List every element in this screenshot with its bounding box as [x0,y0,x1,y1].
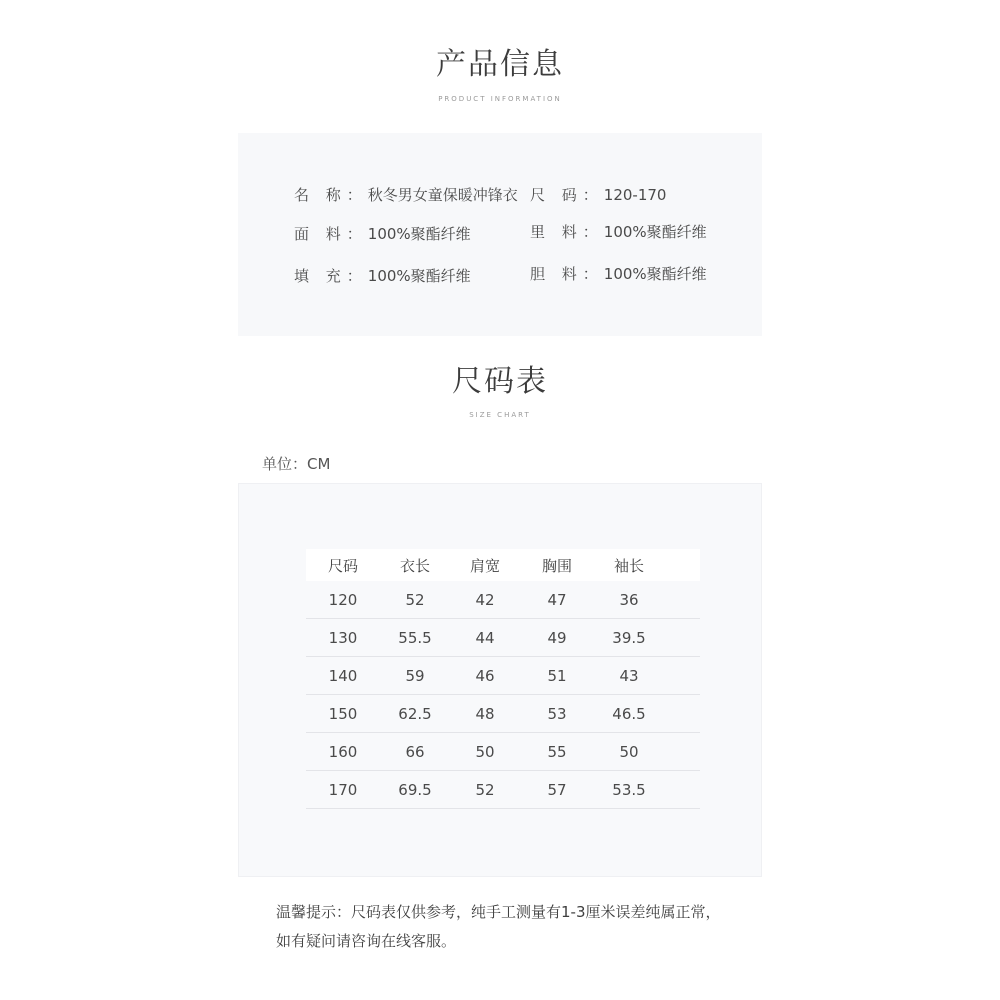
info-value: 100%聚酯纤维 [603,223,707,241]
info-label: 胆 料： [530,265,604,283]
table-cell: 52 [450,771,520,809]
info-value: 100%聚酯纤维 [367,267,471,285]
table-row [306,619,700,657]
table-cell: 49 [520,619,594,657]
info-row-fabric [294,224,471,244]
table-cell: 36 [594,581,664,619]
product-info-title: 产品信息 [436,47,564,82]
info-value: 100%聚酯纤维 [367,225,471,243]
column-header-size: 尺码 [306,549,380,581]
table-cell: 55 [520,733,594,771]
table-cell: 130 [306,619,380,657]
table-cell: 150 [306,695,380,733]
column-header-shoulder: 肩宽 [450,549,520,581]
info-value: 100%聚酯纤维 [603,265,707,283]
info-label: 尺 码： [530,186,604,204]
table-cell: 53.5 [594,771,664,809]
table-cell-spacer [664,695,700,733]
table-cell-spacer [664,733,700,771]
unit-label: 单位：CM [262,455,331,473]
size-table [306,549,700,809]
info-label: 面 料： [294,225,368,243]
info-value: 120-170 [603,186,667,204]
table-cell: 120 [306,581,380,619]
info-row-filling [294,266,471,286]
table-cell: 50 [450,733,520,771]
table-row [306,581,700,619]
table-row [306,657,700,695]
column-header-length: 衣长 [380,549,450,581]
table-cell: 50 [594,733,664,771]
table-cell: 44 [450,619,520,657]
table-cell: 42 [450,581,520,619]
table-cell: 59 [380,657,450,695]
info-label: 里 料： [530,223,604,241]
info-row-size [530,185,666,205]
table-row [306,695,700,733]
table-cell: 140 [306,657,380,695]
column-header-spacer [664,549,700,581]
info-label: 填 充： [294,267,368,285]
tip-line-1: 温馨提示：尺码表仅供参考，纯手工测量有1-3厘米误差纯属正常， [276,903,721,921]
table-cell-spacer [664,619,700,657]
column-header-sleeve: 袖长 [594,549,664,581]
table-cell: 55.5 [380,619,450,657]
table-cell: 57 [520,771,594,809]
table-cell: 47 [520,581,594,619]
table-cell: 51 [520,657,594,695]
table-cell: 39.5 [594,619,664,657]
info-value: 秋冬男女童保暖冲锋衣 [367,186,518,204]
table-cell: 69.5 [380,771,450,809]
info-row-name [294,185,518,205]
table-row [306,771,700,809]
info-row-inner [530,264,707,284]
tip-line-2: 如有疑问请咨询在线客服。 [276,932,457,950]
table-cell: 46.5 [594,695,664,733]
product-info-panel [238,133,762,336]
table-cell: 160 [306,733,380,771]
table-cell: 43 [594,657,664,695]
table-header-row [306,549,700,581]
size-chart-subtitle: SIZE CHART [469,411,531,419]
table-cell: 62.5 [380,695,450,733]
size-chart-title: 尺码表 [452,364,548,399]
product-info-subtitle: PRODUCT INFORMATION [438,95,562,103]
info-label: 名 称： [294,186,368,204]
table-cell: 48 [450,695,520,733]
table-cell: 53 [520,695,594,733]
table-row [306,733,700,771]
table-cell: 52 [380,581,450,619]
info-row-lining [530,222,707,242]
table-cell: 46 [450,657,520,695]
table-cell: 170 [306,771,380,809]
table-cell-spacer [664,581,700,619]
table-cell: 66 [380,733,450,771]
table-cell-spacer [664,771,700,809]
column-header-chest: 胸围 [520,549,594,581]
table-cell-spacer [664,657,700,695]
